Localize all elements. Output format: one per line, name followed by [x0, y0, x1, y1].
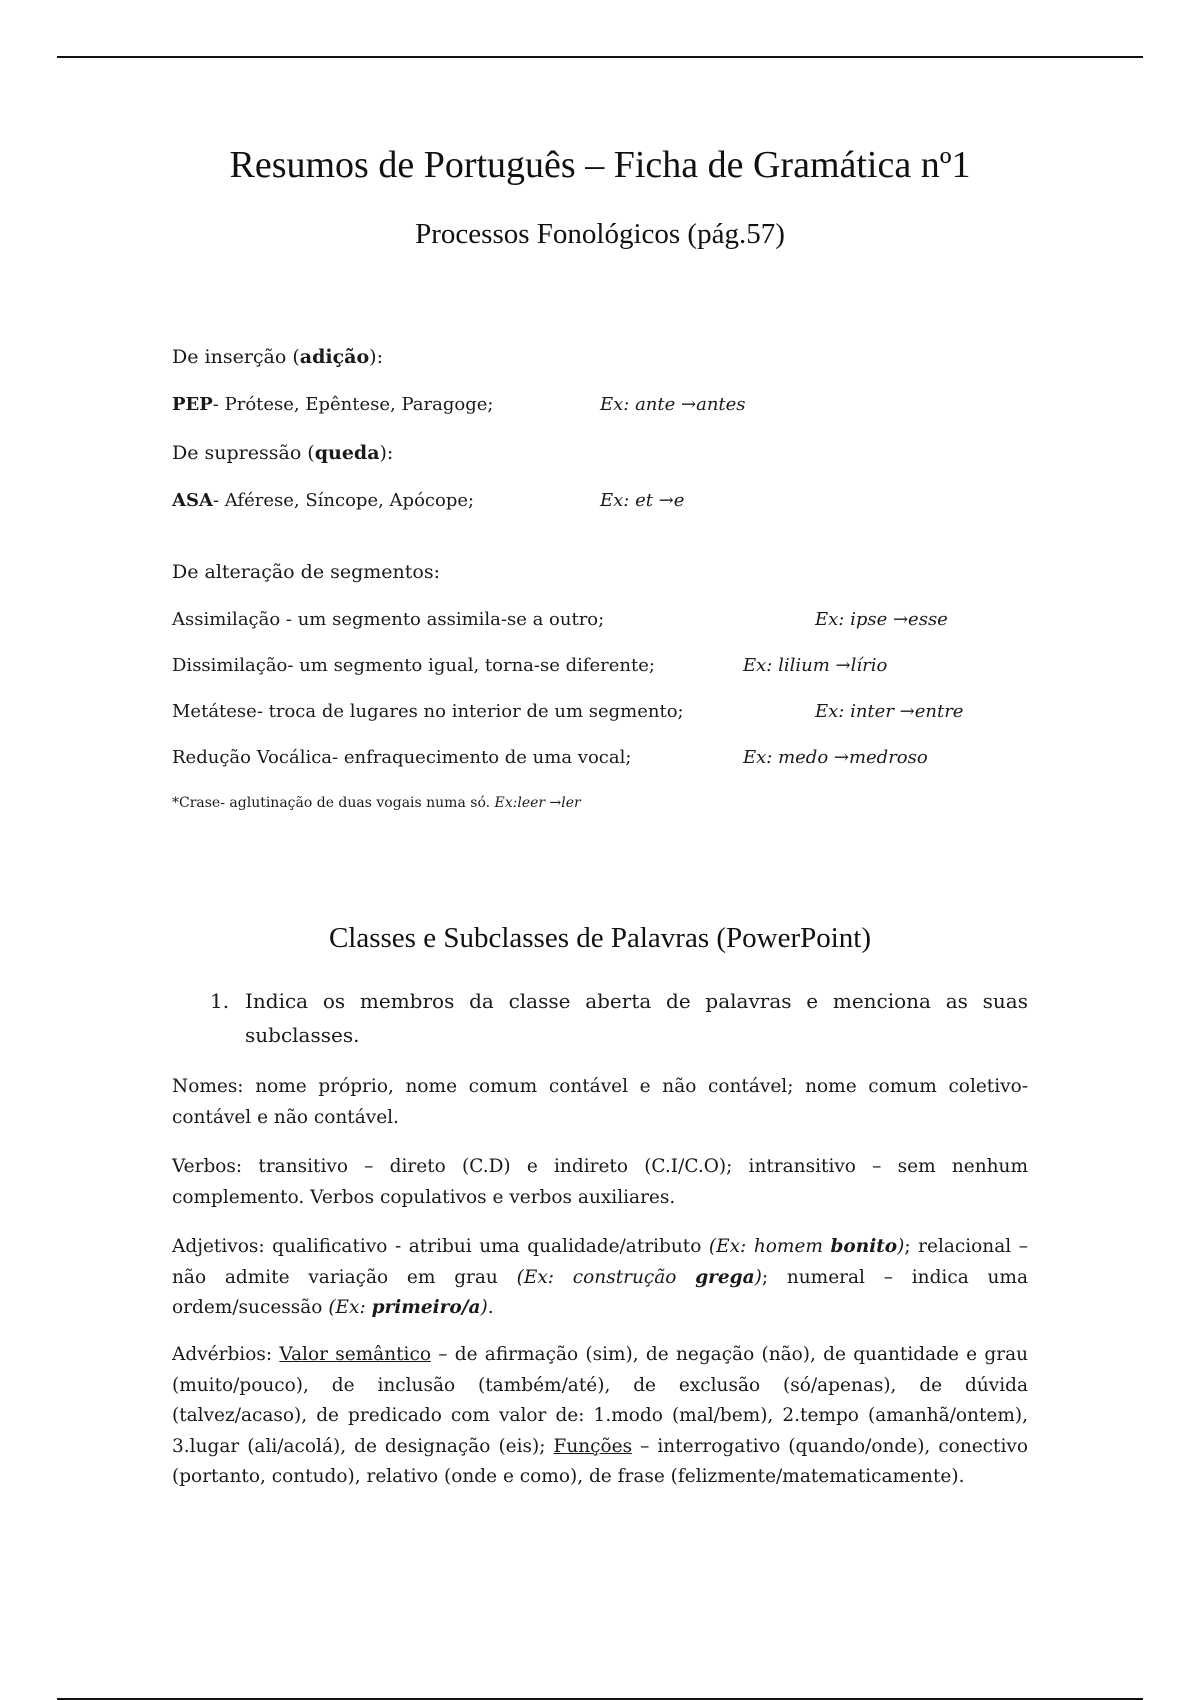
question-1: [210, 984, 1028, 1052]
top-rule: [57, 56, 1143, 58]
paragraph-adjetivos: Adjetivos: qualificativo - atribui uma qualidade/atributo (Ex: homem bonito); relacional – não admite variação em grau (Ex: construção grega); numeral – indica uma ordem/sucessão (Ex: primeiro/a).: [172, 1236, 1028, 1318]
asa-line: ASA- Aférese, Síncope, Apócope;: [172, 490, 475, 511]
paragraph-verbos: Verbos: transitivo – direto (C.D) e indireto (C.I/C.O); intransitivo – sem nenhum complemento. Verbos copulativos e verbos auxiliares.: [172, 1156, 1028, 1208]
question-text: Indica os membros da classe aberta de palavras e menciona as suas subclasses.: [245, 989, 1028, 1047]
dissimilacao-example: Ex: lilium →lírio: [743, 655, 888, 676]
metatese-example: Ex: inter →entre: [815, 701, 964, 722]
paragraph-adverbios: Advérbios: Valor semântico – de afirmação (sim), de negação (não), de quantidade e grau (muito/pouco), de inclusão (também/até), de exclusão (só/apenas), de dúvida (talvez/acaso), de predicado com valor de: 1.modo (mal/bem), 2.tempo (amanhã/ontem), 3.lugar (ali/acolá), de designação (eis); Funções – interrogativo (quando/onde), conectivo (portanto, contudo), relativo (onde e como), de frase (felizmente/matematicamente).: [172, 1344, 1029, 1487]
reducao-example: Ex: medo →medroso: [743, 747, 928, 768]
page-title: Resumos de Português – Ficha de Gramática nº1: [229, 144, 971, 186]
section-title-processos: Processos Fonológicos (pág.57): [415, 218, 785, 250]
pep-line: PEP- Prótese, Epêntese, Paragoge;: [172, 394, 494, 415]
dissimilacao-line: Dissimilação- um segmento igual, torna-se diferente;: [172, 655, 655, 676]
paragraph-nomes: Nomes: nome próprio, nome comum contável e não contável; nome comum coletivo- contável e não contável.: [172, 1076, 1028, 1128]
assimilacao-example: Ex: ipse →esse: [815, 609, 948, 630]
metatese-line: Metátese- troca de lugares no interior de um segmento;: [172, 701, 684, 722]
assimilacao-line: Assimilação - um segmento assimila-se a outro;: [172, 609, 605, 630]
crase-note: *Crase- aglutinação de duas vogais numa só. Ex:leer →ler: [172, 795, 581, 811]
section-title-classes: Classes e Subclasses de Palavras (PowerPoint): [328, 922, 872, 954]
question-number: 1.: [210, 989, 230, 1013]
asa-example: Ex: et →e: [600, 490, 685, 511]
heading-supressao: De supressão (queda):: [172, 442, 394, 464]
heading-insercao: De inserção (adição):: [172, 346, 383, 368]
heading-alteracao: De alteração de segmentos:: [172, 561, 440, 583]
pep-example: Ex: ante →antes: [600, 394, 746, 415]
reducao-line: Redução Vocálica- enfraquecimento de uma vocal;: [172, 747, 632, 768]
